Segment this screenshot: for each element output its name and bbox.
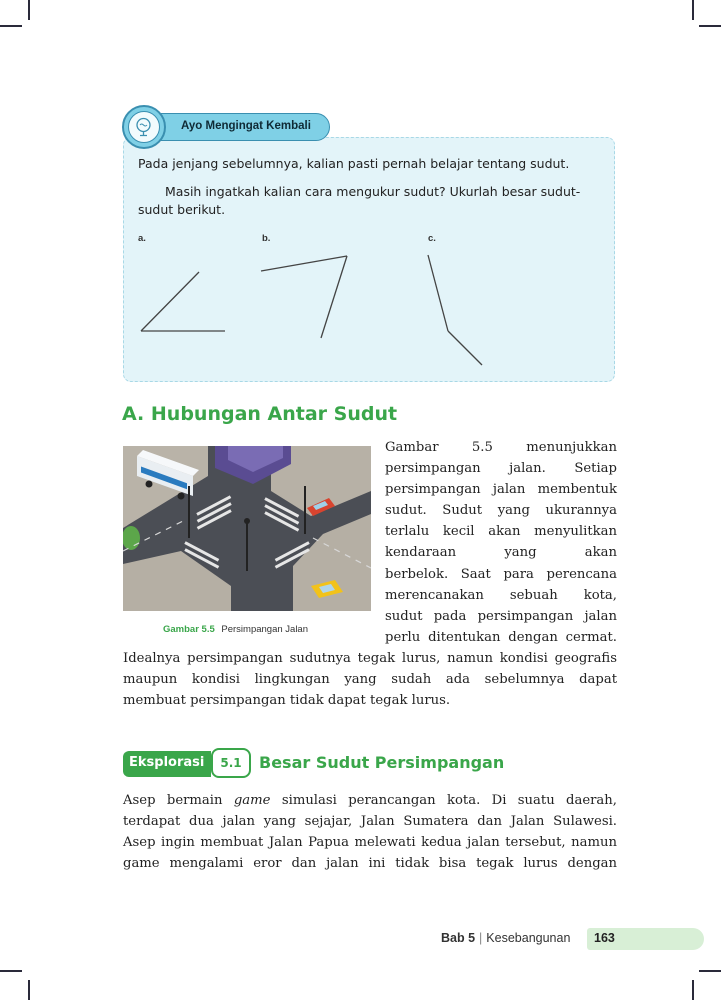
figure-caption bbox=[163, 624, 308, 635]
angle-label-a: a. bbox=[138, 233, 146, 244]
text-line: merencanakan sebuah kota, bbox=[385, 587, 617, 603]
footer-separator: | bbox=[479, 931, 483, 945]
angle-b bbox=[261, 256, 347, 338]
exploration-number: 5.1 bbox=[220, 756, 242, 770]
text-line: Asep ingin membuat Jalan Papua melewati kedua jalan tersebut, namun bbox=[123, 835, 617, 851]
exploration-tag bbox=[123, 751, 211, 777]
angle-a bbox=[141, 272, 225, 331]
review-tab-label: Ayo Mengingat Kembali bbox=[181, 120, 311, 132]
review-paragraph-2a: Masih ingatkah kalian cara mengukur sudut? Ukurlah besar sudut- bbox=[165, 184, 581, 199]
text-line: terdapat dua jalan yang sejajar, Jalan Sumatera dan Jalan Sulawesi. bbox=[123, 814, 617, 830]
text-line: terlalu kecil akan menyulitkan bbox=[385, 524, 617, 540]
brain-icon bbox=[122, 105, 166, 149]
text-line bbox=[123, 790, 617, 811]
crop-mark bbox=[699, 970, 721, 972]
text-line: game mengalami eror dan jalan ini tidak bisa tegak lurus dengan bbox=[123, 856, 617, 872]
crop-mark bbox=[692, 0, 694, 20]
crop-mark bbox=[28, 980, 30, 1000]
crop-mark bbox=[0, 970, 22, 972]
crop-mark bbox=[0, 25, 22, 27]
exploration-paragraph bbox=[123, 790, 617, 874]
review-paragraph-1: Pada jenjang sebelumnya, kalian pasti pernah belajar tentang sudut. bbox=[138, 156, 570, 171]
crop-mark bbox=[699, 25, 721, 27]
text-line: berbelok. Saat para perencana bbox=[385, 566, 617, 582]
exploration-number-badge bbox=[211, 748, 251, 778]
intersection-image bbox=[123, 446, 371, 611]
text-line: sudut pada persimpangan jalan bbox=[385, 608, 617, 624]
text-span-italic: game bbox=[233, 793, 271, 808]
exploration-title: Besar Sudut Persimpangan bbox=[259, 753, 505, 772]
text-line: Gambar 5.5 menunjukkan bbox=[385, 440, 617, 455]
caption-text: Persimpangan Jalan bbox=[221, 624, 308, 635]
angle-c bbox=[428, 255, 482, 365]
text-span: simulasi perancangan kota. Di suatu daerah, bbox=[281, 793, 617, 808]
text-line: persimpangan jalan. Setiap bbox=[385, 461, 617, 477]
text-line: persimpangan jalan membentuk bbox=[385, 482, 617, 498]
intro-paragraph bbox=[385, 437, 617, 648]
intro-paragraph-cont bbox=[123, 648, 617, 711]
text-line: maupun kondisi lingkungan yang sudah ada sebelumnya dapat bbox=[123, 672, 617, 688]
chapter-title: Kesebangunan bbox=[486, 931, 571, 945]
page-number: 163 bbox=[594, 931, 615, 945]
angle-label-c: c. bbox=[428, 233, 436, 244]
running-footer bbox=[441, 931, 570, 945]
caption-tag: Gambar 5.5 bbox=[163, 624, 215, 635]
text-span: Asep bermain bbox=[123, 793, 223, 808]
text-line: Idealnya persimpangan sudutnya tegak lurus, namun kondisi geografis bbox=[123, 651, 617, 666]
text-line: sudut. Sudut yang ukurannya bbox=[385, 503, 617, 519]
text-line: membuat persimpangan tidak dapat tegak lurus. bbox=[123, 693, 451, 709]
crop-mark bbox=[28, 0, 30, 20]
review-paragraph-2b: sudut berikut. bbox=[138, 202, 226, 217]
chapter-number: Bab 5 bbox=[441, 931, 476, 945]
exploration-label: Eksplorasi bbox=[129, 755, 205, 770]
angle-figures bbox=[123, 245, 503, 375]
angle-label-b: b. bbox=[262, 233, 271, 244]
text-line: perlu ditentukan dengan cermat. bbox=[385, 629, 617, 645]
text-line: kendaraan yang akan bbox=[385, 545, 617, 561]
section-title: A. Hubungan Antar Sudut bbox=[122, 403, 398, 425]
crop-mark bbox=[692, 980, 694, 1000]
page-number-pill bbox=[587, 928, 704, 950]
